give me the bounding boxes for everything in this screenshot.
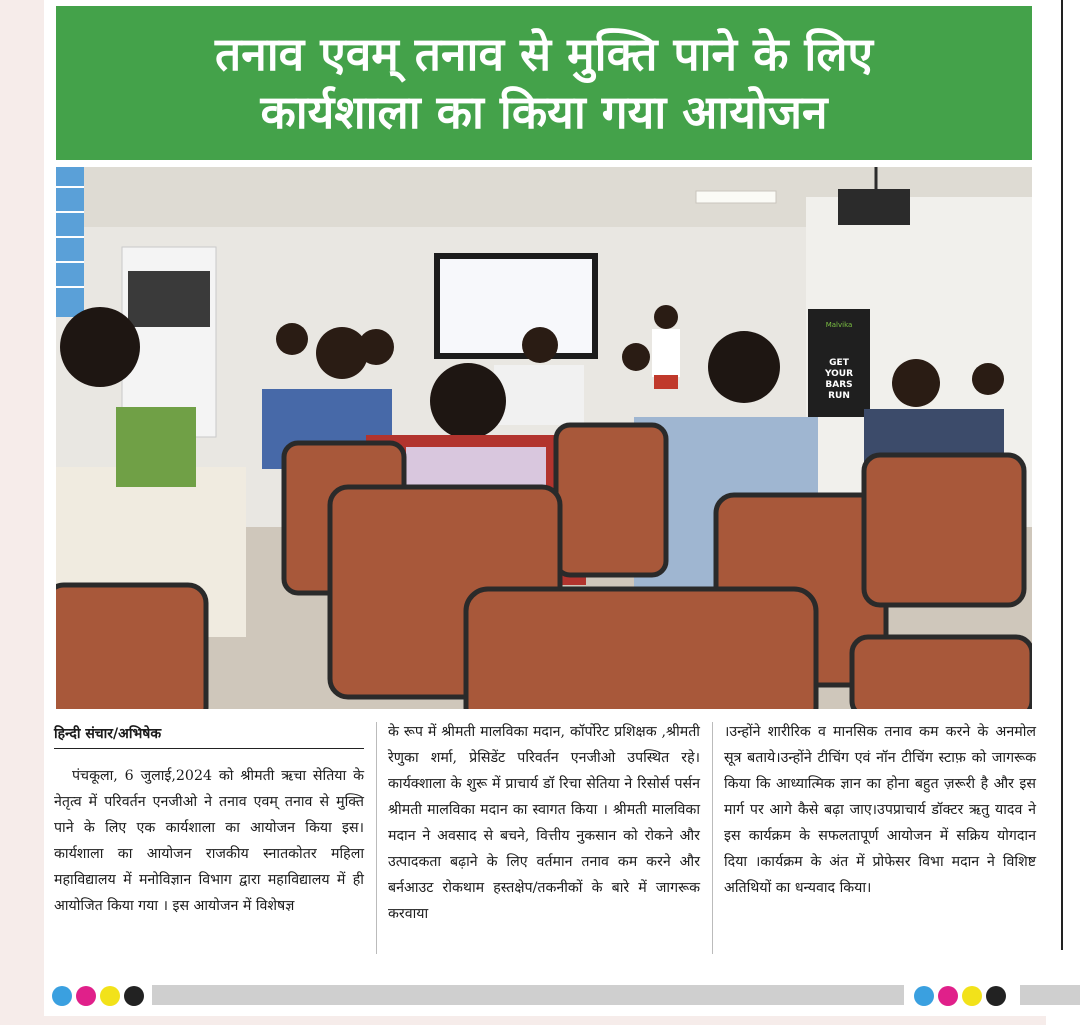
gray-band	[152, 985, 904, 1005]
article-text-col1: पंचकूला, 6 जुलाई,2024 को श्रीमती ऋचा सेतिया के नेतृत्व में परिवर्तन एनजीओ ने तनाव एवम् तनाव से मुक्ति पाने के लिए एक कार्यशाला का आयोजन किया इस। कार्यशाला का आयोजन राजकीय स्नातकोतर महिला महाविद्यालय में मनोविज्ञान विभाग द्वारा महाविद्यालय में ही आयोजित किया गया । इस आयोजन में विशेषज्ञ	[54, 768, 364, 914]
article-column-3	[724, 719, 1036, 901]
headline-line-2: कार्यशाला का किया गया आयोजन	[260, 85, 828, 139]
magenta-dot	[938, 986, 958, 1006]
standee-line-1: GET	[829, 358, 849, 368]
page-edge	[1046, 0, 1080, 1025]
cyan-dot	[914, 986, 934, 1006]
print-registration-bar	[0, 983, 1080, 1009]
magenta-dot	[76, 986, 96, 1006]
article-text-col3: ।उन्होंने शारीरिक व मानसिक तनाव कम करने के अनमोल सूत्र बताये।उन्होंने टीचिंग एवं नॉन टीचिंग स्टाफ़ को जागरूक किया कि आध्यात्मिक ज्ञान का होना बहुत ज़रूरी है और इस मार्ग पर आगे कैसे बढ़ा जाए।उपप्राचार्य डॉक्टर ऋतु यादव ने इस कार्यक्रम के सफलतापूर्ण आयोजन में सक्रिय योगदान दिया ।कार्यक्रम के अंत में प्रोफेसर विभा मदान ने विशिष्ट अतिथियों का धन्यवाद किया।	[724, 724, 1036, 896]
article-text-col2: के रूप में श्रीमती मालविका मदान, कॉर्पोरेट प्रशिक्षक ,श्रीमती रेणुका शर्मा, प्रेसिडेंट परिवर्तन एनजीओ उपस्थित रहे।कार्यक्शाला के शुरू में प्राचार्य डॉ रिचा सेतिया ने रिसोर्स पर्सन श्रीमती मालविका मदान का स्वागत किया । श्रीमती मालविका मदान ने अवसाद से बचने, वित्तीय नुकसान को रोकने और उत्पादकता बढ़ाने के लिए वर्तमान तनाव कम करने और बर्नआउट रोकथाम हस्तक्षेप/तकनीकों के बारे में जागरूक करवाया	[388, 724, 700, 922]
article-column-1	[54, 722, 364, 919]
standee-line-3: BARS	[825, 380, 853, 390]
headline-line-1: तनाव एवम् तनाव से मुक्ति पाने के लिए	[215, 27, 873, 81]
gray-band	[1020, 985, 1080, 1005]
yellow-dot	[962, 986, 982, 1006]
cyan-dot	[52, 986, 72, 1006]
article-column-2	[388, 719, 700, 927]
classroom-workshop-illustration	[56, 167, 1032, 709]
headline-banner	[56, 6, 1032, 160]
column-divider	[712, 722, 713, 954]
event-photo	[56, 167, 1032, 709]
black-dot	[986, 986, 1006, 1006]
standee-line-2: YOUR	[824, 369, 854, 379]
black-dot	[124, 986, 144, 1006]
column-divider	[376, 722, 377, 954]
yellow-dot	[100, 986, 120, 1006]
right-standee-banner	[808, 309, 870, 417]
color-registration-dots-right	[914, 986, 1006, 1006]
color-registration-dots-left	[52, 986, 144, 1006]
byline: हिन्दी संचार/अभिषेक	[54, 722, 364, 749]
newspaper-page	[44, 0, 1046, 1016]
standee-brand: Malvika	[825, 321, 853, 329]
standee-line-4: RUN	[828, 391, 850, 401]
edge-rule	[1061, 0, 1063, 950]
